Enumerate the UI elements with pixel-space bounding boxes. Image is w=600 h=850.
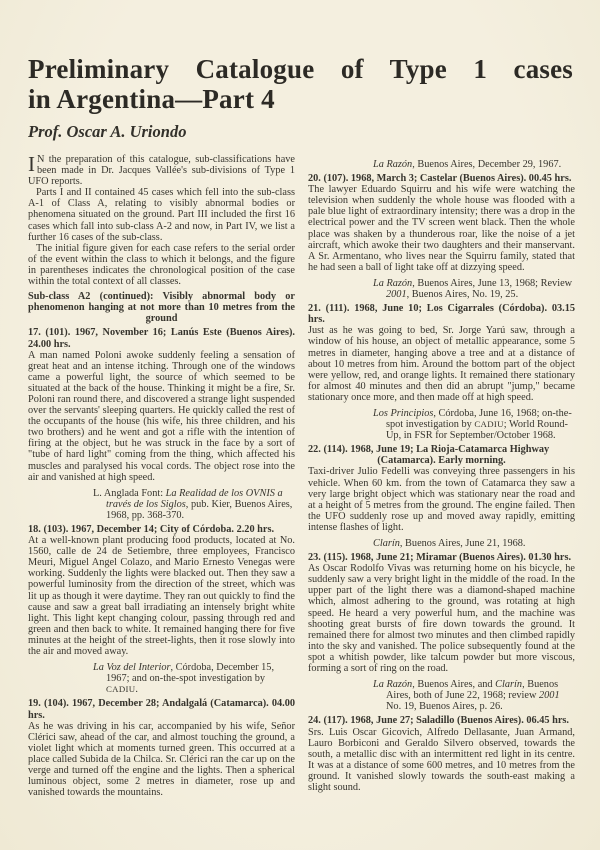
citation-text: La Razón bbox=[373, 679, 413, 691]
page-title-line2: in Argentina—Part 4 bbox=[28, 84, 275, 114]
citation bbox=[308, 159, 575, 170]
entry-heading: 19. (104). 1967, December 28; Andalgalá (Catamarca). 04.00 hrs. bbox=[28, 698, 295, 721]
two-column-body bbox=[28, 154, 573, 798]
subclass-heading: Sub-class A2 (continued): Visibly abnormal body or phenomenon hanging at not more than 10 metres from the ground bbox=[28, 291, 295, 325]
citation-text: , Buenos Aires, and bbox=[412, 679, 496, 691]
citation-text: 2001 bbox=[539, 690, 560, 702]
citation-text: , Buenos Aires, both of June 22, 1968; review bbox=[386, 679, 559, 702]
citation-text: La Razón bbox=[373, 159, 413, 170]
right-column bbox=[308, 154, 575, 798]
entry-heading: 21. (111). 1968, June 10; Los Cigarrales (Córdoba). 03.15 hrs. bbox=[308, 303, 575, 326]
entry-body: A man named Poloni awoke suddenly feeling a sensation of great heat and an intense itching. Through one of the windows came a powerful light, the source of which seemed to be situated at the back of the house. Thinking it might be a fire, Sr. Poloni ran round there, and discovered a strange light suspended over the servants' sleeping quarters. He quickly called the rest of the occupants of the house (his wife, his three children, and his two brothers) and he went and got a rifle with the intention of firing at the object, but he was struck in the face by a sort of "tube of hard light" coming from the thing, which affected his muscles and paralysed his vocal cords. The object rose into the air and vanished at high speed. bbox=[28, 349, 295, 483]
entry-body: Just as he was going to bed, Sr. Jorge Yarú saw, through a window of his house, an object of metallic appearance, some 5 metres in diameter, hanging above a tree and at a distance of about 10 metres from him. Around the bottom part of the object were yellow, red, and orange lights. It remained there stationary for almost 40 minutes and then did an abrupt "jump," became stationary once more, and then made off at high speed. bbox=[308, 325, 575, 403]
entry-heading: 23. (115). 1968, June 21; Miramar (Buenos Aires). 01.30 hrs. bbox=[308, 552, 572, 564]
citation-text: , Buenos Aires, June 21, 1968. bbox=[399, 538, 526, 549]
citation-text: ; World Round-Up, in FSR for September/October 1968. bbox=[386, 419, 568, 442]
citation-text: . bbox=[135, 684, 138, 696]
entry-body: At a well-known plant producing food products, located at No. 1560, calle de 24 de Setiembre, three employees, Francisco Meuri, Miguel Angel Colazo, and Mario Ernesto Venegas were working. Suddenly the lights were blacked out. Then they saw a powerful luminosity from the direction of the street, which was lit up as though it were daytime. They ran out quickly to find the cause and saw a great ball irradiating an intensely bright white light. This light kept changing colour, passing through red and green and then back to white. It remained hanging there for five minutes at the height of the street-lights, then it rose slowly into the air and moved away. bbox=[28, 535, 295, 658]
entry-heading: 20. (107). 1968, March 3; Castelar (Buenos Aires). 00.45 hrs. bbox=[308, 173, 572, 185]
citation-text: , Buenos Aires, June 13, 1968; Review bbox=[412, 277, 573, 289]
citation-text: , Buenos Aires, No. 19, 25. bbox=[406, 289, 519, 301]
citation-text: La Voz del Interior bbox=[93, 662, 171, 674]
entry-body: As Oscar Rodolfo Vivas was returning home on his bicycle, he suddenly saw a very bright light in the middle of the road. In the upper part of the light there was a diamond-shaped machine which, almost adhering to the ground, was rotating at high speed. He heard a very powerful hum, and the machine was shooting great bursts of fire down towards the ground. It remained there for almost two minutes and then climbed rapidly into the sky and vanished. The police subsequently found at the spot a whitish powder, like talcum powder but more viscous, forming a sort of ring on the road. bbox=[308, 563, 575, 675]
intro-paragraph: The initial figure given for each case refers to the serial order of the event within the class to which it belongs, and the figure in parentheses indicates the chronological position of the case within the total context of all classes. bbox=[28, 242, 295, 288]
citation-text: CADIU bbox=[474, 419, 504, 430]
intro-paragraph: Parts I and II contained 45 cases which fell into the sub-class A-1 of Class A, relating to visibly abnormal bodies or phenomena situated on the ground. Part III included the first 16 cases which fall into sub-class A-2 and now, in Part IV, we list a further 16 cases of the sub-class. bbox=[28, 187, 295, 243]
citation bbox=[308, 278, 575, 300]
entry-heading: 22. (114). 1968, June 19; La Rioja-Catamarca Highway (Catamarca). Early morning. bbox=[308, 444, 575, 466]
page-title-line1: Preliminary Catalogue of Type 1 cases bbox=[28, 54, 573, 84]
citation bbox=[308, 408, 575, 441]
entry-body: The lawyer Eduardo Squirru and his wife were watching the television when suddenly the whole house was flooded with a pale blue light of extraordinary intensity; there was a drop in the electrical power and the TV screen went black. Then the whole place was shaken by a thunderous roar, like the noise of a jet aircraft, which awoke their two daughters and their manservant. A Sr. Armentano, who lives near the Squirru family, stated that he had seen a ball of light take off at dizzying speed. bbox=[308, 184, 575, 273]
citation-text: Clarín bbox=[495, 679, 523, 691]
citation bbox=[308, 538, 575, 549]
drop-cap: I bbox=[28, 152, 35, 176]
citation-text: CADIU bbox=[106, 684, 136, 695]
entry-body: As he was driving in his car, accompanied by his wife, Señor Clérici saw, ahead of the car, and almost touching the ground, a violet light which at moments turned green. This occurred at a place called Subida de la Chilca. Sr. Clérici ran the car up on the verge and turned off the engine and the lights. Then a spherical luminous object, some 2 metres in diameter, rose up and vanished towards the mountains. bbox=[28, 720, 295, 799]
entry-heading: 17. (101). 1967, November 16; Lanús Este (Buenos Aires). 24.00 hrs. bbox=[28, 327, 295, 350]
entry-heading: 18. (103). 1967, December 14; City of Córdoba. 2.20 hrs. bbox=[28, 524, 275, 535]
citation bbox=[28, 488, 295, 521]
citation-text: La Realidad de los OVNIS a través de los Siglos bbox=[106, 487, 283, 510]
entry-body: Srs. Luis Oscar Gicovich, Alfredo Dellasante, Juan Armand, Lauro Borbiconi and Geraldo Silvero observed, towards the south, a metallic disc with an intermittent red light in its centre. It was at a distance of some 600 metres, and 10 metres from the ground. It vanished slowly towards the south-east making a slight sound. bbox=[308, 726, 575, 793]
intro-paragraph: I N the preparation of this catalogue, sub-classifications have been made in Dr. Jacques Vallée's sub-divisions of Type 1 UFO reports. bbox=[28, 152, 295, 188]
entry-heading: 24. (117). 1968, June 27; Saladillo (Buenos Aires). 06.45 hrs. bbox=[308, 715, 569, 727]
entry-body: Taxi-driver Julio Fedelli was conveying three passengers in his vehicle. When 60 km. from the town of Catamarca they saw a very large bright object which was stationary near the road and at a height of 5 metres from the ground. The engine failed. Then the UFO suddenly rose up and moved away rapidly, emitting intense flashes of light. bbox=[308, 466, 575, 533]
entry-heading-line2: (Catamarca). Early morning. bbox=[377, 455, 506, 467]
citation-text: Los Principios bbox=[373, 407, 434, 419]
author-byline: Prof. Oscar A. Uriondo bbox=[28, 122, 187, 141]
citation-text: , Buenos Aires, December 29, 1967. bbox=[412, 159, 562, 170]
citation bbox=[28, 662, 295, 695]
citation bbox=[308, 679, 575, 712]
citation-text: , Córdoba, June 16, 1968; on-the-spot investigation by bbox=[386, 407, 572, 431]
citation-text: L. Anglada Font: bbox=[93, 487, 166, 499]
citation-text: Clarín bbox=[373, 538, 400, 549]
citation-text: , Córdoba, December 15, 1967; and on-the-spot investigation by bbox=[106, 662, 275, 685]
citation-text: 2001 bbox=[386, 289, 407, 301]
citation-text: No. 19, Buenos Aires, p. 26. bbox=[386, 701, 503, 713]
left-column bbox=[28, 154, 295, 798]
citation-text: , pub. Kier, Buenos Aires, 1968, pp. 368-370. bbox=[106, 498, 293, 521]
citation-text: La Razón bbox=[373, 277, 413, 289]
